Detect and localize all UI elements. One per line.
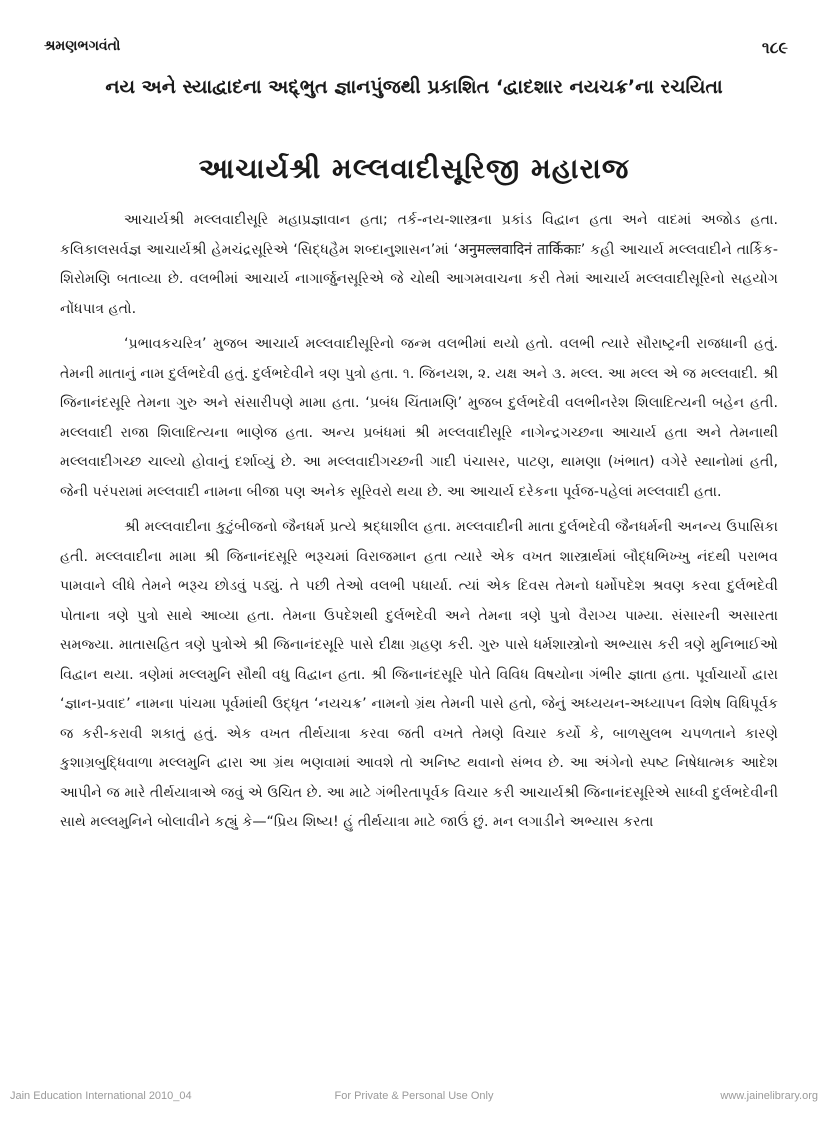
page-number: ૧૮૯ <box>761 38 788 57</box>
paragraph: આચાર્યશ્રી મલ્લવાદીસૂરિ મહાપ્રજ્ઞાવાન હતા; તર્ક-નય-શાસ્ત્રના પ્રકાંડ વિદ્વાન હતા અને વાદમાં અજોડ હતા. કલિકાલસર્વજ્ઞ આચાર્યશ્રી હેમચંદ્રસૂરિએ ‘સિદ્ધહૈમ શબ્દાનુશાસન’માં ‘अनुमल्लवादिनं तार्किकाः’ કહી આચાર્ય મલ્લવાદીને તાર્કિક-શિરોમણિ બતાવ્યા છે. વલભીમાં આચાર્ય નાગાર્જુનસૂરિએ જે ચોથી આગમવાચના કરી તેમાં આચાર્ય મલ્લવાદીસૂરિનો સહયોગ નોંધપાત્ર હતો. <box>60 212 778 317</box>
chapter-subtitle: નય અને સ્યાદ્વાદના અદ્દ્ભુત જ્ઞાનપુંજથી પ્રકાશિત ‘દ્વાદશાર નયચક્ર’ના રચયિતા <box>105 76 723 98</box>
chapter-title: આચાર્યશ્રી મલ્લવાદીસૂરિજી મહારાજ <box>198 152 630 185</box>
running-header <box>40 38 788 60</box>
paragraph: ‘પ્રભાવકચરિત્ર’ મુજબ આચાર્ય મલ્લવાદીસૂરિનો જન્મ વલભીમાં થયો હતો. વલભી ત્યારે સૌરાષ્ટ્રની રાજધાની હતું. તેમની માતાનું નામ દુર્લભદેવી હતું. દુર્લભદેવીને ત્રણ પુત્રો હતા. ૧. જિનયશ, ૨. યક્ષ અને ૩. મલ્લ. આ મલ્લ એ જ મલ્લવાદી. શ્રી જિનાનંદસૂરિ તેમના ગુરુ અને સંસારીપણે મામા હતા. ‘પ્રબંધ ચિંતામણિ’ મુજબ દુર્લભદેવી વલભીનરેશ શિલાદિત્યની બહેન હતી. મલ્લવાદી રાજા શિલાદિત્યના ભાણેજ હતા. અન્ય પ્રબંધમાં શ્રી મલ્લવાદીસૂરિ નાગેન્દ્રગચ્છના આચાર્ય હતા અને તેમનાથી મલ્લવાદીગચ્છ ચાલ્યો હોવાનું દર્શાવ્યું છે. આ મલ્લવાદીગચ્છની ગાદી પંચાસર, પાટણ, થામણા (ખંભાત) વગેરે સ્થાનોમાં હતી, જેની પરંપરામાં મલ્લવાદી નામના બીજા પણ અનેક સૂરિવરો થયા છે. આ આચાર્ય દરેકના પૂર્વજ-પહેલાં મલ્લવાદી હતા. <box>60 336 778 500</box>
footer-website: www.jainelibrary.org <box>720 1090 818 1102</box>
footer-publisher: Jain Education International 2010_04 <box>10 1090 192 1102</box>
paragraph: શ્રી મલ્લવાદીના કુટુંબીજનો જૈનધર્મ પ્રત્યે શ્રદ્ધાશીલ હતા. મલ્લવાદીની માતા દુર્લભદેવી જૈનધર્મની અનન્ય ઉપાસિકા હતી. મલ્લવાદીના મામા શ્રી જિનાનંદસૂરિ ભરૂચમાં વિરાજમાન હતા ત્યારે એક વખત શાસ્ત્રાર્થમાં બૌદ્ધભિખ્ખુ નંદથી પરાભવ પામવાને લીધે તેમને ભરૂચ છોડવું પડ્યું. તે પછી તેઓ વલભી પધાર્યા. ત્યાં એક દિવસ તેમનો ધર્મોપદેશ શ્રવણ કરવા દુર્લભદેવી પોતાના ત્રણે પુત્રો સાથે આવ્યા હતા. તેમના ઉપદેશથી દુર્લભદેવી અને તેમના ત્રણે પુત્રો વૈરાગ્ય પામ્યા. સંસારની અસારતા સમજ્યા. માતાસહિત ત્રણે પુત્રોએ શ્રી જિનાનંદસૂરિ પાસે દીક્ષા ગ્રહણ કરી. ગુરુ પાસે ધર્મશાસ્ત્રોનો અભ્યાસ કરી ત્રણે મુનિભાઈઓ વિદ્વાન થયા. ત્રણેમાં મલ્લમુનિ સૌથી વધુ વિદ્વાન હતા. શ્રી જિનાનંદસૂરિ પોતે વિવિધ વિષયોના ગંભીર જ્ઞાતા હતા. પૂર્વાચાર્યો દ્વારા ‘જ્ઞાન-પ્રવાદ’ નામના પાંચમા પૂર્વમાંથી ઉદ્ધૃત ‘નયચક્ર’ નામનો ગ્રંથ તેમની પાસે હતો, જેનું અધ્યયન-અધ્યાપન વિશેષ વિધિપૂર્વક જ કરી-કરાવી શકાતું હતું. એક વખત તીર્થયાત્રા કરવા જતી વખતે તેમણે વિચાર કર્યો કે, બાળસુલભ ચપળતાને કારણે કુશાગ્રબુદ્ધિવાળા મલ્લમુનિ દ્વારા આ ગ્રંથ ભણવામાં આવશે તો અનિષ્ટ થવાનો સંભવ છે. આ અંગેનો સ્પષ્ટ નિષેધાત્મક આદેશ આપીને જ મારે તીર્થયાત્રાએ જવું એ ઉચિત છે. આ માટે ગંભીરતાપૂર્વક વિચાર કરી આચાર્યશ્રી જિનાનંદસૂરિએ સાધ્વી દુર્લભદેવીની સાથે મલ્લમુનિને બોલાવીને કહ્યું કે—“પ્રિય શિષ્ય! હું તીર્થયાત્રા માટે જાઉં છું. મન લગાડીને અભ્યાસ કરતા <box>60 519 778 830</box>
footer-usage-note: For Private & Personal Use Only <box>334 1090 494 1102</box>
body-text <box>60 206 778 844</box>
running-title: શ્રમણભગવંતો <box>44 38 121 54</box>
page-footer <box>10 1090 818 1106</box>
